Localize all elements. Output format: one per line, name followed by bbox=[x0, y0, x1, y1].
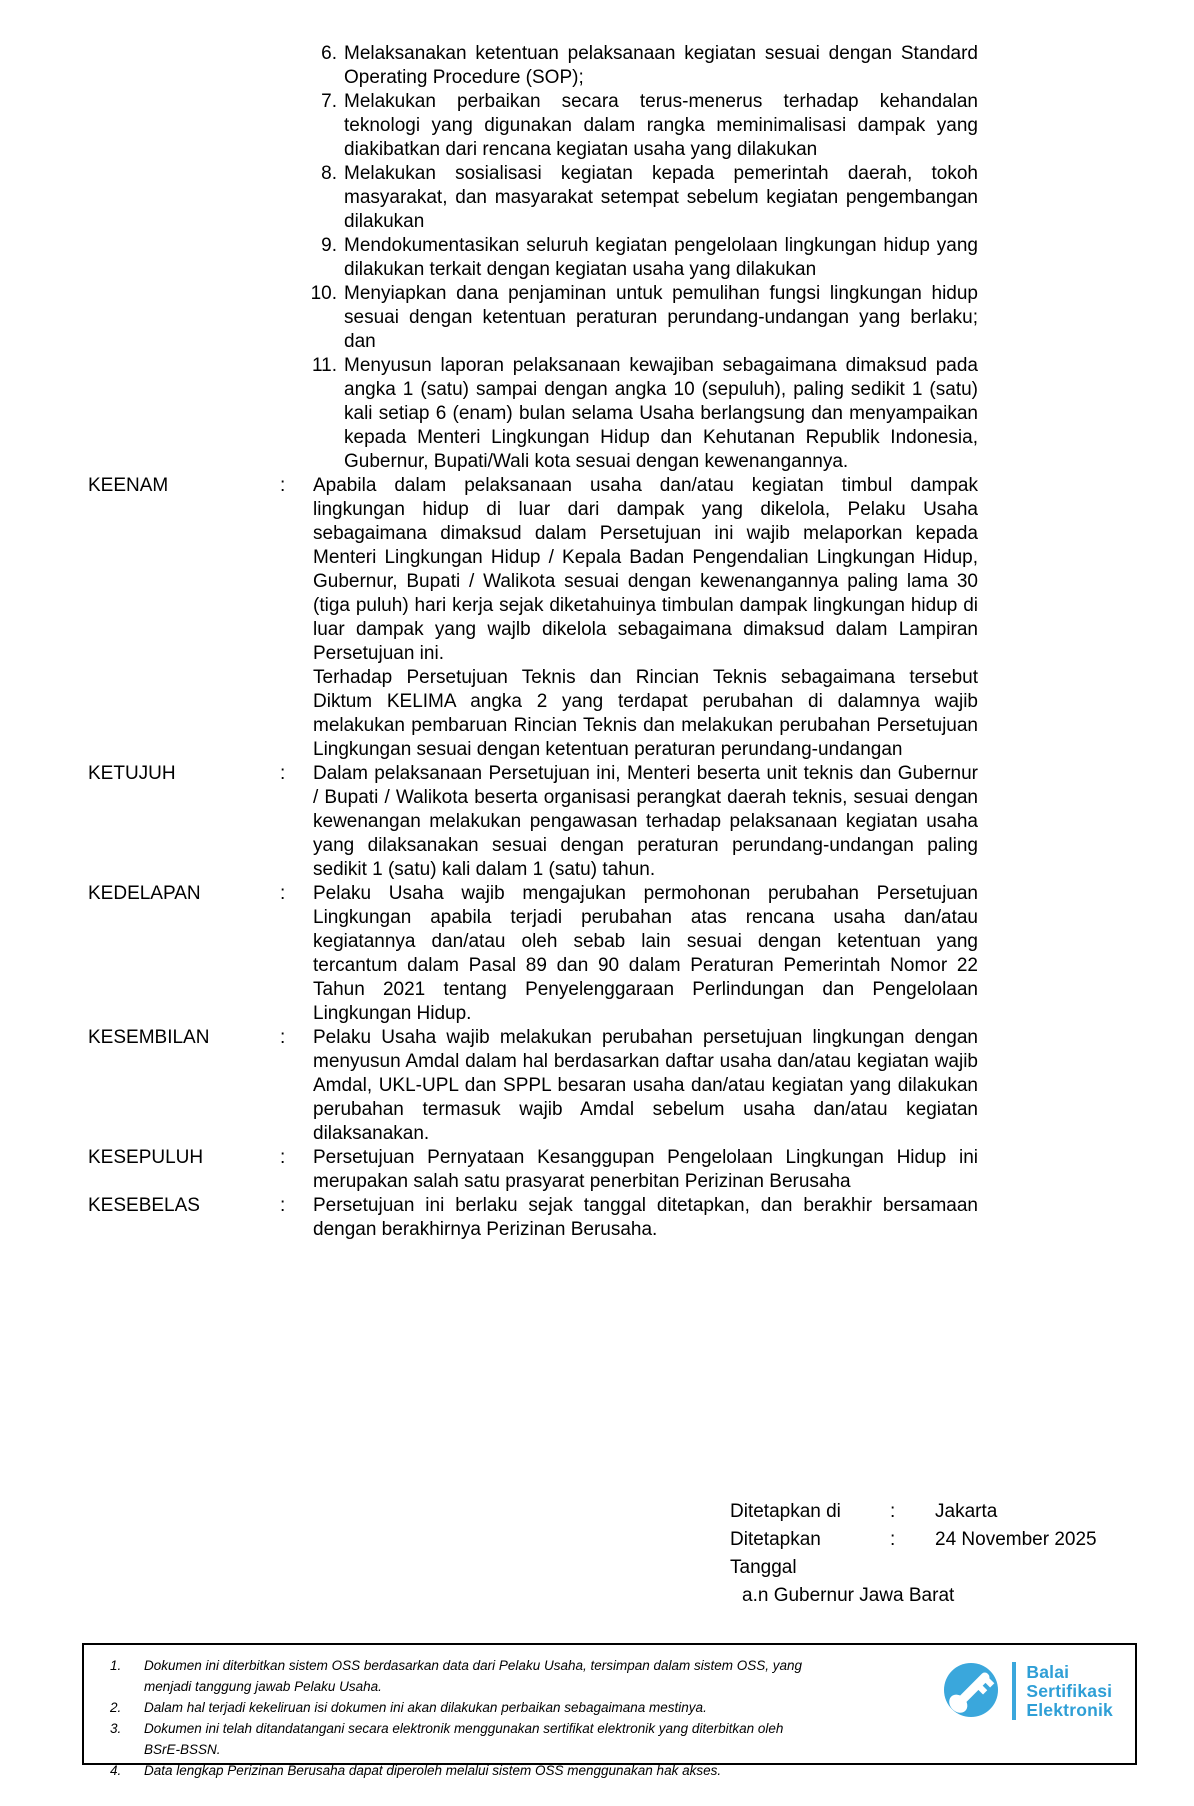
list-item bbox=[313, 90, 978, 162]
section-kesepuluh bbox=[88, 1146, 978, 1194]
footer-note-number: 2. bbox=[110, 1700, 122, 1715]
section-text bbox=[313, 1194, 978, 1242]
footer-note-number: 3. bbox=[110, 1721, 122, 1736]
footer-notes bbox=[110, 1655, 822, 1781]
list-item bbox=[313, 354, 978, 474]
footer-note-box bbox=[82, 1643, 1137, 1778]
paragraph: Terhadap Persetujuan Teknis dan Rincian Teknis sebagaimana tersebut Diktum KELIMA angka 2 yang terdapat perubahan di dalamnya wajib melakukan pembaruan Rincian Teknis dan melakukan perubahan Persetujuan Lingkungan sesuai dengan ketentuan peraturan perundang-undangan bbox=[313, 667, 978, 760]
list-item bbox=[313, 234, 978, 282]
list-item-number: 10. bbox=[310, 283, 337, 304]
footer-note bbox=[110, 1718, 822, 1760]
numbered-list-block bbox=[88, 42, 978, 474]
document-body bbox=[88, 42, 978, 1242]
key-icon bbox=[938, 1658, 1004, 1724]
paragraph: Pelaku Usaha wajib mengajukan permohonan perubahan Persetujuan Lingkungan apabila terjadi perubahan atas rencana usaha dan/atau kegiatannya dan/atau oleh sebab lain sesuai dengan ketentuan yang tercantum dalam Pasal 89 dan 90 dalam Peraturan Pemerintah Nomor 22 Tahun 2021 tentang Penyelenggaraan Perlindungan dan Pengelolaan Lingkungan Hidup. bbox=[313, 883, 978, 1024]
logo-divider bbox=[1012, 1662, 1016, 1720]
footer-note-text: Dokumen ini telah ditandatangani secara elektronik menggunakan sertifikat elektronik yang diterbitkan oleh BSrE-BSSN. bbox=[144, 1721, 784, 1757]
signer-title: a.n Gubernur Jawa Barat bbox=[742, 1585, 955, 1606]
list-item-text: Mendokumentasikan seluruh kegiatan pengelolaan lingkungan hidup yang dilakukan terkait dengan kegiatan usaha yang dilakukan bbox=[344, 235, 978, 280]
list-item-number: 11. bbox=[311, 355, 337, 376]
signature-block bbox=[730, 1498, 1097, 1610]
footer-note-number: 4. bbox=[110, 1763, 122, 1778]
list-item bbox=[310, 282, 978, 354]
paragraph: Apabila dalam pelaksanaan usaha dan/atau kegiatan timbul dampak lingkungan hidup di luar dari dampak yang dikelola, Pelaku Usaha sebagaimana dimaksud dalam Persetujuan ini wajib melaporkan kepada Menteri Lingkungan Hidup / Kepala Badan Pengendalian Lingkungan Hidup, Gubernur, Bupati / Walikota sesuai dengan kewenangannya paling lama 30 (tiga puluh) hari kerja sejak diketahuinya timbulan dampak lingkungan hidup di luar dampak yang wajlb dikelola sebagaimana dimaksud dalam Lampiran Persetujuan ini. bbox=[313, 475, 978, 664]
list-item-text: Melakukan perbaikan secara terus-menerus terhadap kehandalan teknologi yang digunakan dalam rangka meminimalisasi dampak yang diakibatkan dari rencana kegiatan usaha yang dilakukan bbox=[344, 91, 978, 160]
logo-word-line: Sertifikasi bbox=[1026, 1680, 1113, 1701]
section-label: KESEPULUH bbox=[88, 1147, 204, 1168]
section-text bbox=[313, 882, 978, 1026]
section-ketujuh bbox=[88, 762, 978, 882]
signature-label: Ditetapkan di bbox=[730, 1501, 841, 1522]
section-kesembilan bbox=[88, 1026, 978, 1146]
list-item-number: 8. bbox=[321, 163, 337, 184]
signature-row-place bbox=[730, 1498, 1097, 1526]
list-item bbox=[313, 42, 978, 90]
section-text bbox=[313, 1146, 978, 1194]
paragraph: Pelaku Usaha wajib melakukan perubahan persetujuan lingkungan dengan menyusun Amdal dalam hal berdasarkan daftar usaha dan/atau kegiatan wajib Amdal, UKL-UPL dan SPPL besaran usaha dan/atau kegiatan yang dilakukan perubahan termasuk wajib Amdal sebelum usaha dan/atau kegiatan dilaksanakan. bbox=[313, 1027, 978, 1144]
paragraph: Dalam pelaksanaan Persetujuan ini, Menteri beserta unit teknis dan Gubernur / Bupati / Walikota beserta organisasi perangkat daerah teknis, sesuai dengan kewenangan melakukan pengawasan terhadap pelaksanaan kegiatan usaha yang dilaksanakan sesuai dengan peraturan perundang-undangan paling sedikit 1 (satu) kali dalam 1 (satu) tahun. bbox=[313, 763, 978, 880]
signature-place-value: Jakarta bbox=[935, 1501, 998, 1522]
footer-note-text: Dalam hal terjadi kekeliruan isi dokumen ini akan dilakukan perbaikan sebagaimana mestinya. bbox=[144, 1700, 707, 1715]
section-colon: : bbox=[280, 1147, 286, 1168]
bsre-logo bbox=[938, 1658, 1113, 1724]
section-text bbox=[313, 474, 978, 762]
section-colon: : bbox=[280, 1195, 286, 1216]
section-colon: : bbox=[280, 475, 286, 496]
section-text bbox=[313, 1026, 978, 1146]
logo-word-line: Balai bbox=[1026, 1661, 1070, 1682]
list-item-number: 7. bbox=[321, 91, 337, 112]
list-item-text: Menyusun laporan pelaksanaan kewajiban sebagaimana dimaksud pada angka 1 (satu) sampai dengan angka 10 (sepuluh), paling sedikit 1 (satu) kali setiap 6 (enam) bulan selama Usaha berlangsung dan menyampaikan kepada Menteri Lingkungan Hidup dan Kehutanan Republik Indonesia, Gubernur, Bupati/Wali kota sesuai dengan kewenangannya. bbox=[344, 355, 978, 472]
footer-note-text: Dokumen ini diterbitkan sistem OSS berdasarkan data dari Pelaku Usaha, tersimpan dalam sistem OSS, yang menjadi tanggung jawab Pelaku Usaha. bbox=[144, 1658, 803, 1694]
section-colon: : bbox=[280, 763, 286, 784]
footer-note bbox=[110, 1760, 822, 1781]
list-item-text: Menyiapkan dana penjaminan untuk pemulihan fungsi lingkungan hidup sesuai dengan ketentuan peraturan perundang-undangan yang berlaku; dan bbox=[344, 283, 978, 352]
label-spacer bbox=[88, 42, 280, 474]
footer-note bbox=[110, 1655, 822, 1697]
section-kesebelas bbox=[88, 1194, 978, 1242]
signature-date-value: 24 November 2025 bbox=[935, 1529, 1097, 1550]
paragraph: Persetujuan Pernyataan Kesanggupan Pengelolaan Lingkungan Hidup ini merupakan salah satu prasyarat penerbitan Perizinan Berusaha bbox=[313, 1147, 978, 1192]
list-item-number: 6. bbox=[321, 43, 337, 64]
logo-word-line: Elektronik bbox=[1026, 1699, 1113, 1720]
section-label: KESEBELAS bbox=[88, 1195, 200, 1216]
signature-colon: : bbox=[890, 1529, 896, 1550]
signature-label: Ditetapkan Tanggal bbox=[730, 1529, 821, 1578]
section-label: KETUJUH bbox=[88, 763, 176, 784]
paragraph: Persetujuan ini berlaku sejak tanggal ditetapkan, dan berakhir bersamaan dengan berakhirnya Perizinan Berusaha. bbox=[313, 1195, 978, 1240]
footer-note-text: Data lengkap Perizinan Berusaha dapat diperoleh melalui sistem OSS menggunakan hak akses. bbox=[144, 1763, 722, 1778]
section-label: KEENAM bbox=[88, 475, 169, 496]
list-item-text: Melaksanakan ketentuan pelaksanaan kegiatan sesuai dengan Standard Operating Procedure (SOP); bbox=[344, 43, 978, 88]
footer-note bbox=[110, 1697, 822, 1718]
section-keenam bbox=[88, 474, 978, 762]
section-text bbox=[313, 762, 978, 882]
section-colon: : bbox=[280, 1027, 286, 1048]
signature-row-date bbox=[730, 1526, 1097, 1582]
logo-wordmark bbox=[1026, 1663, 1113, 1720]
list-item-text: Melakukan sosialisasi kegiatan kepada pemerintah daerah, tokoh masyarakat, dan masyarakat setempat sebelum kegiatan pengembangan dilakukan bbox=[344, 163, 978, 232]
section-colon: : bbox=[280, 883, 286, 904]
list-item bbox=[313, 162, 978, 234]
section-label: KESEMBILAN bbox=[88, 1027, 210, 1048]
list-item-number: 9. bbox=[321, 235, 337, 256]
section-label: KEDELAPAN bbox=[88, 883, 201, 904]
numbered-list bbox=[310, 42, 978, 474]
section-kedelapan bbox=[88, 882, 978, 1026]
footer-note-number: 1. bbox=[110, 1658, 122, 1673]
signature-colon: : bbox=[890, 1501, 896, 1522]
